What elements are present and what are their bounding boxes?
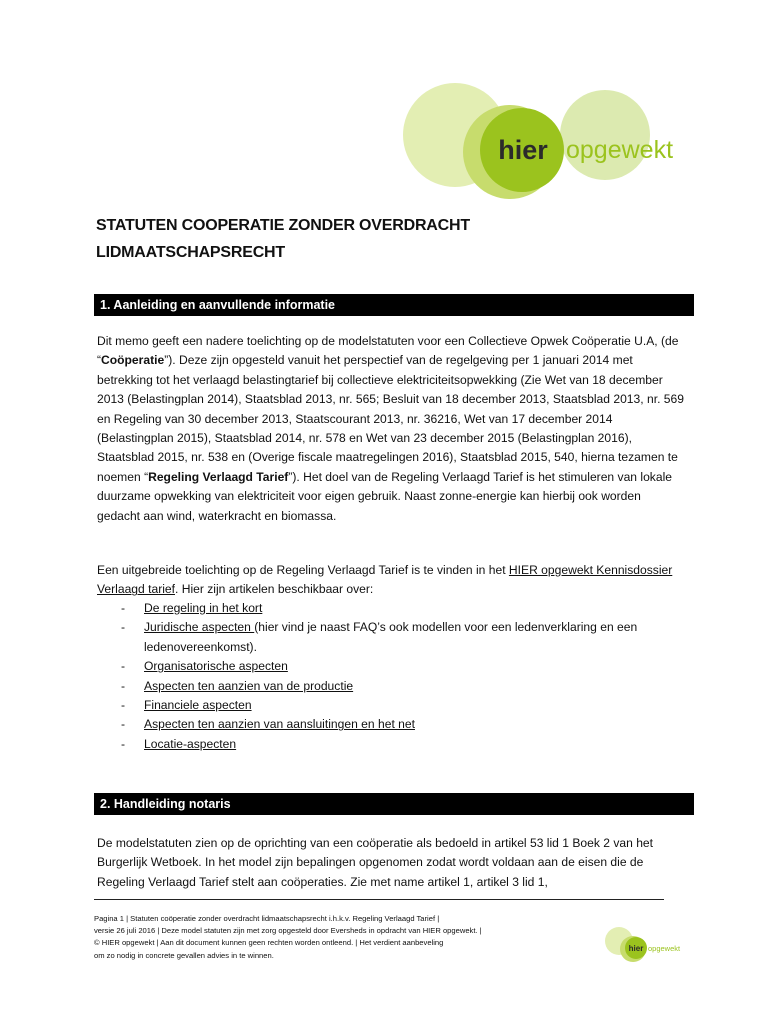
kennisdossier-link[interactable]: HIER opgewekt Kennisdossier Verlaagd tarief [97,563,673,597]
footer-line-1: Pagina 1 | Statuten coöperatie zonder overdracht lidmaatschapsrecht i.h.k.v. Regeling Verlaagd Tarief | [94,914,440,923]
list-item: - Organisatorische aspecten [121,659,288,674]
page-footer [94,913,594,962]
link-financiele-aspecten[interactable]: Financiele aspecten [144,698,252,713]
logo-word-opgewekt: opgewekt [566,136,674,164]
section-1-paragraph-1: Dit memo geeft een nadere toelichting op de modelstatuten voor een Collectieve Opwek Coöperatie U.A, (de “Coöperatie”). Deze zijn opgesteld vanuit het perspectief van de regelgeving per 1 januari 2014 met betrekking tot het verlaagd belastingtarief bij collectieve elektriciteitsopwekking (Zie Wet van 18 december 2013 (Belastingplan 2014), Staatsblad 2013, nr. 565; Besluit van 18 december 2013, Staatsblad 2013, nr. 569 en Regeling van 30 december 2013, Staatscourant 2013, nr. 36216, Wet van 17 december 2014 (Belastingplan 2015), Staatsblad 2014, nr. 578 en Wet van 23 december 2015 (Belastingplan 2016), Staatsblad 2015, nr. 538 en (Overige fiscale maatregelingen 2016), Staatsblad 2015, 540, hierna tezamen te noemen “Regeling Verlaagd Tarief”). Het doel van de Regeling Verlaagd Tarief is het stimuleren van lokale duurzame opwekking van elektriciteit voor eigen gebruik. Naast zonne-energie kan hierbij ook worden gedacht aan wind, waterkracht en biomassa. [97,334,684,523]
footer-logo [603,925,685,967]
link-aansluitingen-net[interactable]: Aspecten ten aanzien van aansluitingen en het net [144,717,415,732]
list-item: - Financiele aspecten [121,698,252,713]
term-regeling-verlaagd-tarief: Regeling Verlaagd Tarief [148,469,289,484]
link-juridische-aspecten[interactable]: Juridische aspecten [144,620,255,635]
section-2-heading: 2. Handleiding notaris [94,793,694,815]
logo-word-hier: hier [498,135,548,165]
list-item: - Juridische aspecten (hier vind je naast FAQ’s ook modellen voor een ledenverklaring en een ledenovereenkomst). [121,620,638,654]
section-1-paragraph-2: Een uitgebreide toelichting op de Regeling Verlaagd Tarief is te vinden in het HIER opgewekt Kennisdossier Verlaagd tarief. Hier zijn artikelen beschikbaar over: [97,563,673,597]
link-organisatorische-aspecten[interactable]: Organisatorische aspecten [144,659,288,674]
section-1-heading: 1. Aanleiding en aanvullende informatie [94,294,694,316]
link-locatie-aspecten[interactable]: Locatie-aspecten [144,736,237,751]
footer-line-4: om zo nodig in concrete gevallen advies in te winnen. [94,950,274,960]
list-item: - Aspecten ten aanzien van aansluitingen en het net [121,717,415,732]
hier-opgewekt-logo [400,80,680,200]
document-title [96,212,656,266]
footer-logo-word-hier: hier [628,944,644,953]
footer-divider [94,899,664,900]
term-cooperatie: Coöperatie [101,353,165,368]
list-item: - Locatie-aspecten [121,736,237,751]
list-item: - Aspecten ten aanzien van de productie [121,678,354,693]
article-list [97,599,687,754]
list-item: - De regeling in het kort [121,601,263,615]
link-aspecten-productie[interactable]: Aspecten ten aanzien van de productie [144,678,354,693]
footer-line-2: versie 26 juli 2016 | Deze model statuten zijn met zorg opgesteld door Eversheds in opdracht van HIER opgewekt. | [94,926,482,936]
footer-logo-word-opgewekt: opgewekt [648,944,681,953]
document-title-line-2: LIDMAATSCHAPSRECHT [96,244,285,261]
footer-line-3: © HIER opgewekt | Aan dit document kunnen geen rechten worden ontleend. | Het verdient aanbeveling [94,938,444,948]
link-de-regeling-in-het-kort[interactable]: De regeling in het kort [144,601,263,615]
document-title-line-1: STATUTEN COOPERATIE ZONDER OVERDRACHT [96,217,470,234]
section-2-paragraph-1: De modelstatuten zien op de oprichting van een coöperatie als bedoeld in artikel 53 lid 1 Boek 2 van het Burgerlijk Wetboek. In het model zijn bepalingen opgenomen zodat wordt voldaan aan de eisen die de Regeling Verlaagd Tarief stelt aan coöperaties. Zie met name artikel 1, artikel 3 lid 1, [97,836,654,889]
